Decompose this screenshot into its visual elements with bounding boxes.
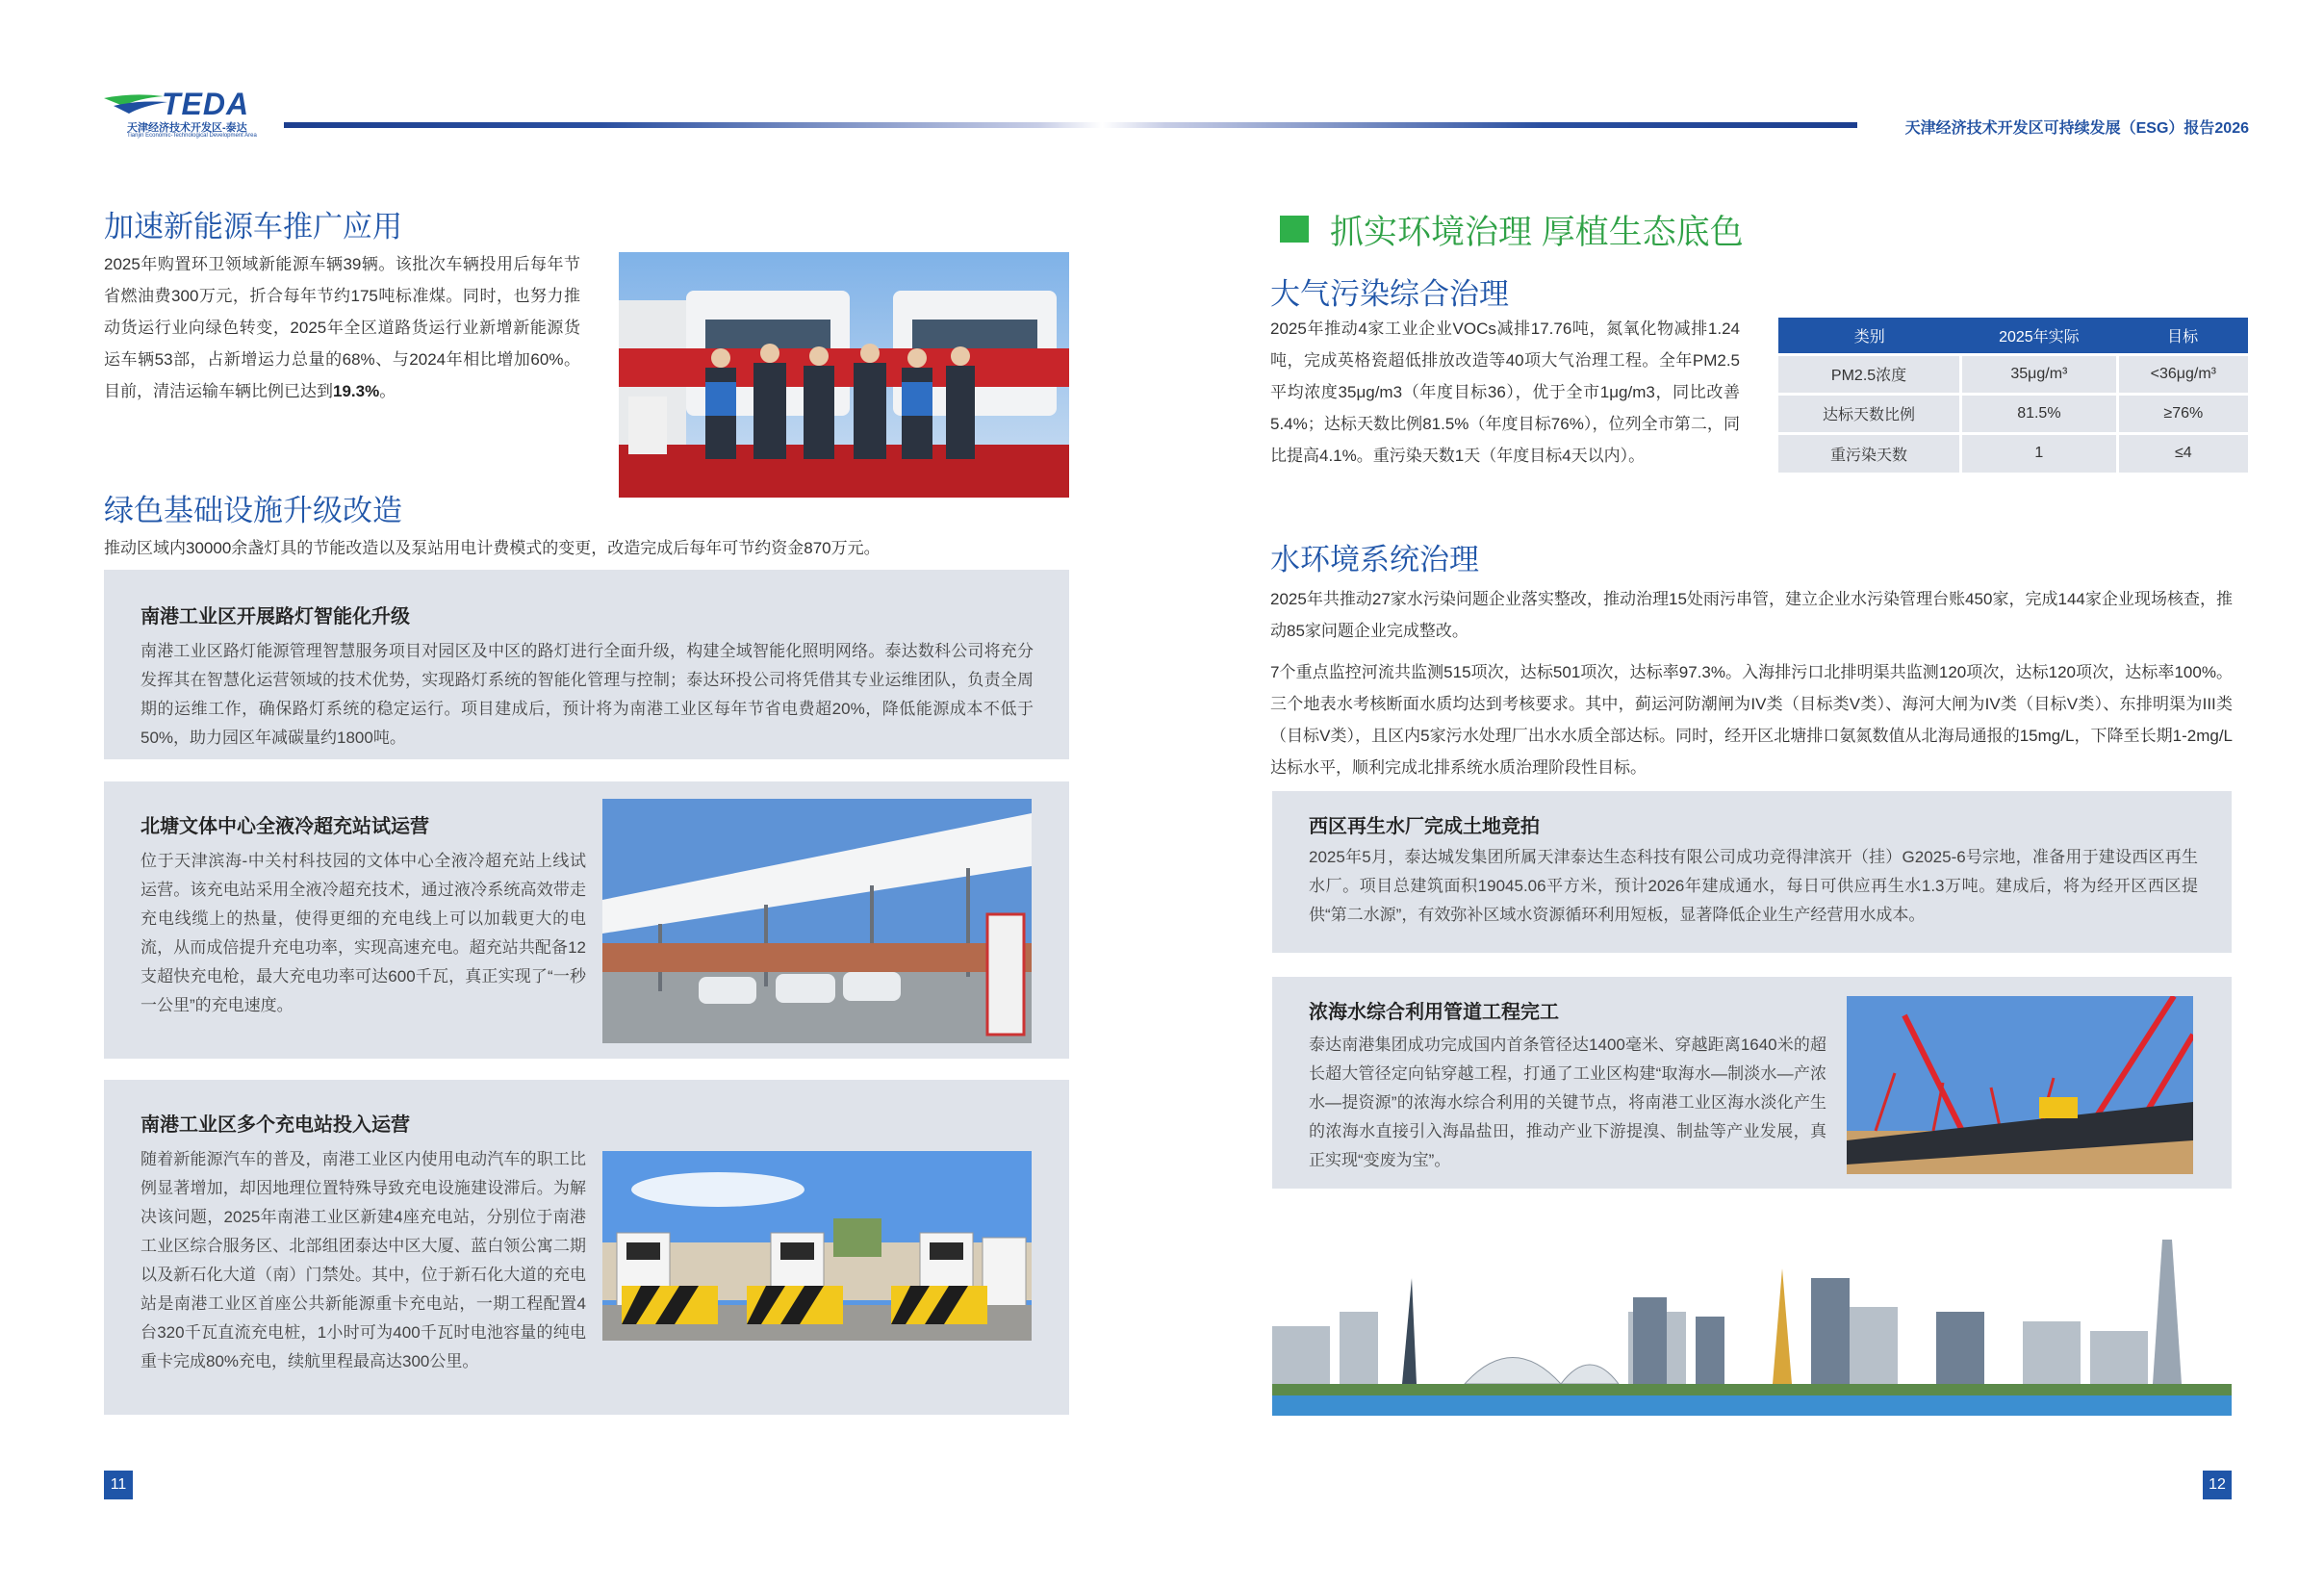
logo-subtitle: 天津经济技术开发区-泰达: [127, 122, 247, 134]
clean-vehicle-ratio: 19.3%: [333, 382, 380, 400]
nev-ceremony-photo: [619, 252, 1069, 498]
charging-station-photo: [602, 799, 1032, 1043]
table-row: [1778, 354, 2248, 394]
card-liquid-cooled-charging: [104, 781, 1069, 1059]
teda-logo: [104, 87, 287, 141]
card-title: 浓海水综合利用管道工程完工: [1309, 1002, 1559, 1023]
nev-heading: 加速新能源车推广应用: [104, 210, 402, 243]
card-text: 南港工业区路灯能源管理智慧服务项目对园区及中区的路灯进行全面升级，构建全域智能化照明网络。泰达数科公司将充分发挥其在智慧化运营领域的技术优势，实现路灯系统的智能化管理与控制；泰达环投公司将凭借其专业运维团队，负责全周期的运维工作，确保路灯系统的稳定运行。项目建成后，预计将为南港工业区每年节省电费超20%，降低能源成本不低于50%，助力园区年减碳量约1800吨。: [140, 642, 1034, 747]
air-heading: 大气污染综合治理: [1270, 277, 1509, 311]
card-brine-pipeline: [1272, 977, 2232, 1189]
logo-subtitle-en: Tianjin Economic-Technological Development Area: [127, 133, 257, 139]
water-paragraph-2: 7个重点监控河流共监测515项次，达标501项次，达标率97.3%。入海排污口北排明渠共监测120项次，达标120项次，达标率100%。三个地表水考核断面水质均达到考核要求。其中，蓟运河防潮闸为IV类（目标类V类）、海河大闸为IV类（目标V类）、东排明渠为III类（目标V类），且区内5家污水处理厂出水水质全部达标。同时，经开区北塘排口氨氮数值从北海局通报的15mg/L，下降至长期1-2mg/L达标水平，顺利完成北排系统水质治理阶段性目标。: [1270, 663, 2233, 777]
truck-charger-photo: [602, 1151, 1032, 1341]
air-quality-table: [1778, 318, 2248, 473]
card-streetlight-upgrade: [104, 570, 1069, 759]
water-heading: 水环境系统治理: [1270, 543, 1479, 576]
table-cell: ≤4: [2117, 433, 2248, 473]
pipeline-crane-photo: [1847, 996, 2193, 1174]
card-text: 2025年5月，泰达城发集团所属天津泰达生态科技有限公司成功竞得津滨开（挂）G2025-6号宗地，准备用于建设西区再生水厂。项目总建筑面积19045.06平方米，预计2026年建成通水，每日可供应再生水1.3万吨。建成后，将为经开区西区提供“第二水源”，有效弥补区域水资源循环利用短板，显著降低企业生产经营用水成本。: [1309, 848, 2198, 924]
card-title: 南港工业区多个充电站投入运营: [140, 1114, 410, 1136]
card-text: 位于天津滨海-中关村科技园的文体中心全液冷超充站上线试运营。该充电站采用全液冷超充技术，通过液冷系统高效带走充电线缆上的热量，使得更细的充电线上可以加载更大的电流，从而成倍提升充电功率，实现高速充电。超充站共配备12支超快充电枪，最大充电功率可达600千瓦，真正实现了“一秒一公里”的充电速度。: [140, 852, 586, 1014]
section-marker: [1280, 216, 1309, 243]
section-title: 抓实环境治理 厚植生态底色: [1330, 214, 1744, 251]
table-header: 类别: [1778, 318, 1961, 354]
header-divider: [284, 122, 1857, 128]
air-paragraph: 2025年推动4家工业企业VOCs减排17.76吨，氮氧化物减排1.24吨，完成英格瓷超低排放改造等40项大气治理工程。全年PM2.5平均浓度35μg/m3（年度目标36），优于全市1μg/m3，同比改善5.4%；达标天数比例81.5%（年度目标76%），位列全市第二，同比提高4.1%。重污染天数1天（年度目标4天以内）。: [1270, 320, 1740, 465]
table-header-row: [1778, 318, 2248, 354]
table-cell: 81.5%: [1961, 394, 2118, 433]
card-title: 北塘文体中心全液冷超充站试运营: [140, 816, 429, 837]
table-row: [1778, 394, 2248, 433]
water-paragraph-1: 2025年共推动27家水污染问题企业落实整改，推动治理15处雨污串管，建立企业水污染管理台账450家，完成144家企业现场核查，推动85家问题企业完成整改。: [1270, 590, 2233, 640]
table-cell: <36μg/m³: [2117, 354, 2248, 394]
city-skyline-illustration: [1272, 1240, 2232, 1416]
report-title: 天津经济技术开发区可持续发展（ESG）报告2026: [1904, 120, 2249, 137]
table-cell: 达标天数比例: [1778, 394, 1961, 433]
page-number-left: 11: [104, 1471, 133, 1499]
page-number-right: 12: [2203, 1471, 2232, 1499]
infra-heading: 绿色基础设施升级改造: [104, 494, 402, 527]
table-cell: 1: [1961, 433, 2118, 473]
card-title: 西区再生水厂完成土地竞拍: [1309, 816, 1540, 837]
card-text: 随着新能源汽车的普及，南港工业区内使用电动汽车的职工比例显著增加，却因地理位置特殊导致充电设施建设滞后。为解决该问题，2025年南港工业区新建4座充电站，分别位于南港工业区综合服务区、北部组团泰达中区大厦、蓝白领公寓二期以及新石化大道（南）门禁处。其中，位于新石化大道的充电站是南港工业区首座公共新能源重卡充电站，一期工程配置4台320千瓦直流充电桩，1小时可为400千瓦时电池容量的纯电重卡完成80%充电，续航里程最高达300公里。: [140, 1150, 586, 1370]
card-title: 南港工业区开展路灯智能化升级: [140, 606, 410, 627]
table-cell: 35μg/m³: [1961, 354, 2118, 394]
logo-text: TEDA: [162, 87, 250, 121]
card-text: 泰达南港集团成功完成国内首条管径达1400毫米、穿越距离1640米的超长超大管径定向钻穿越工程，打通了工业区构建“取海水—制淡水—产浓水—提资源”的浓海水综合利用的关键节点，将南港工业区海水淡化产生的浓海水直接引入海晶盐田，推动产业下游提溴、制盐等产业发展，真正实现“变废为宝”。: [1309, 1036, 1826, 1169]
table-cell: ≥76%: [2117, 394, 2248, 433]
table-header: 2025年实际: [1961, 318, 2118, 354]
nev-paragraph: 2025年购置环卫领域新能源车辆39辆。该批次车辆投用后每年节省燃油费300万元，折合每年节约175吨标准煤。同时，也努力推动货运行业向绿色转变，2025年全区道路货运行业新增新能源货运车辆53部，占新增运力总量的68%、与2024年相比增加60%。目前，清洁运输车辆比例已达到19.3%。: [104, 255, 580, 400]
card-reclaimed-water-plant: [1272, 791, 2232, 953]
table-header: 目标: [2117, 318, 2248, 354]
table-cell: 重污染天数: [1778, 433, 1961, 473]
infra-paragraph: 推动区域内30000余盏灯具的节能改造以及泵站用电计费模式的变更，改造完成后每年可节约资金870万元。: [104, 539, 881, 557]
table-cell: PM2.5浓度: [1778, 354, 1961, 394]
table-row: [1778, 433, 2248, 473]
card-nangang-charging-stations: [104, 1080, 1069, 1415]
